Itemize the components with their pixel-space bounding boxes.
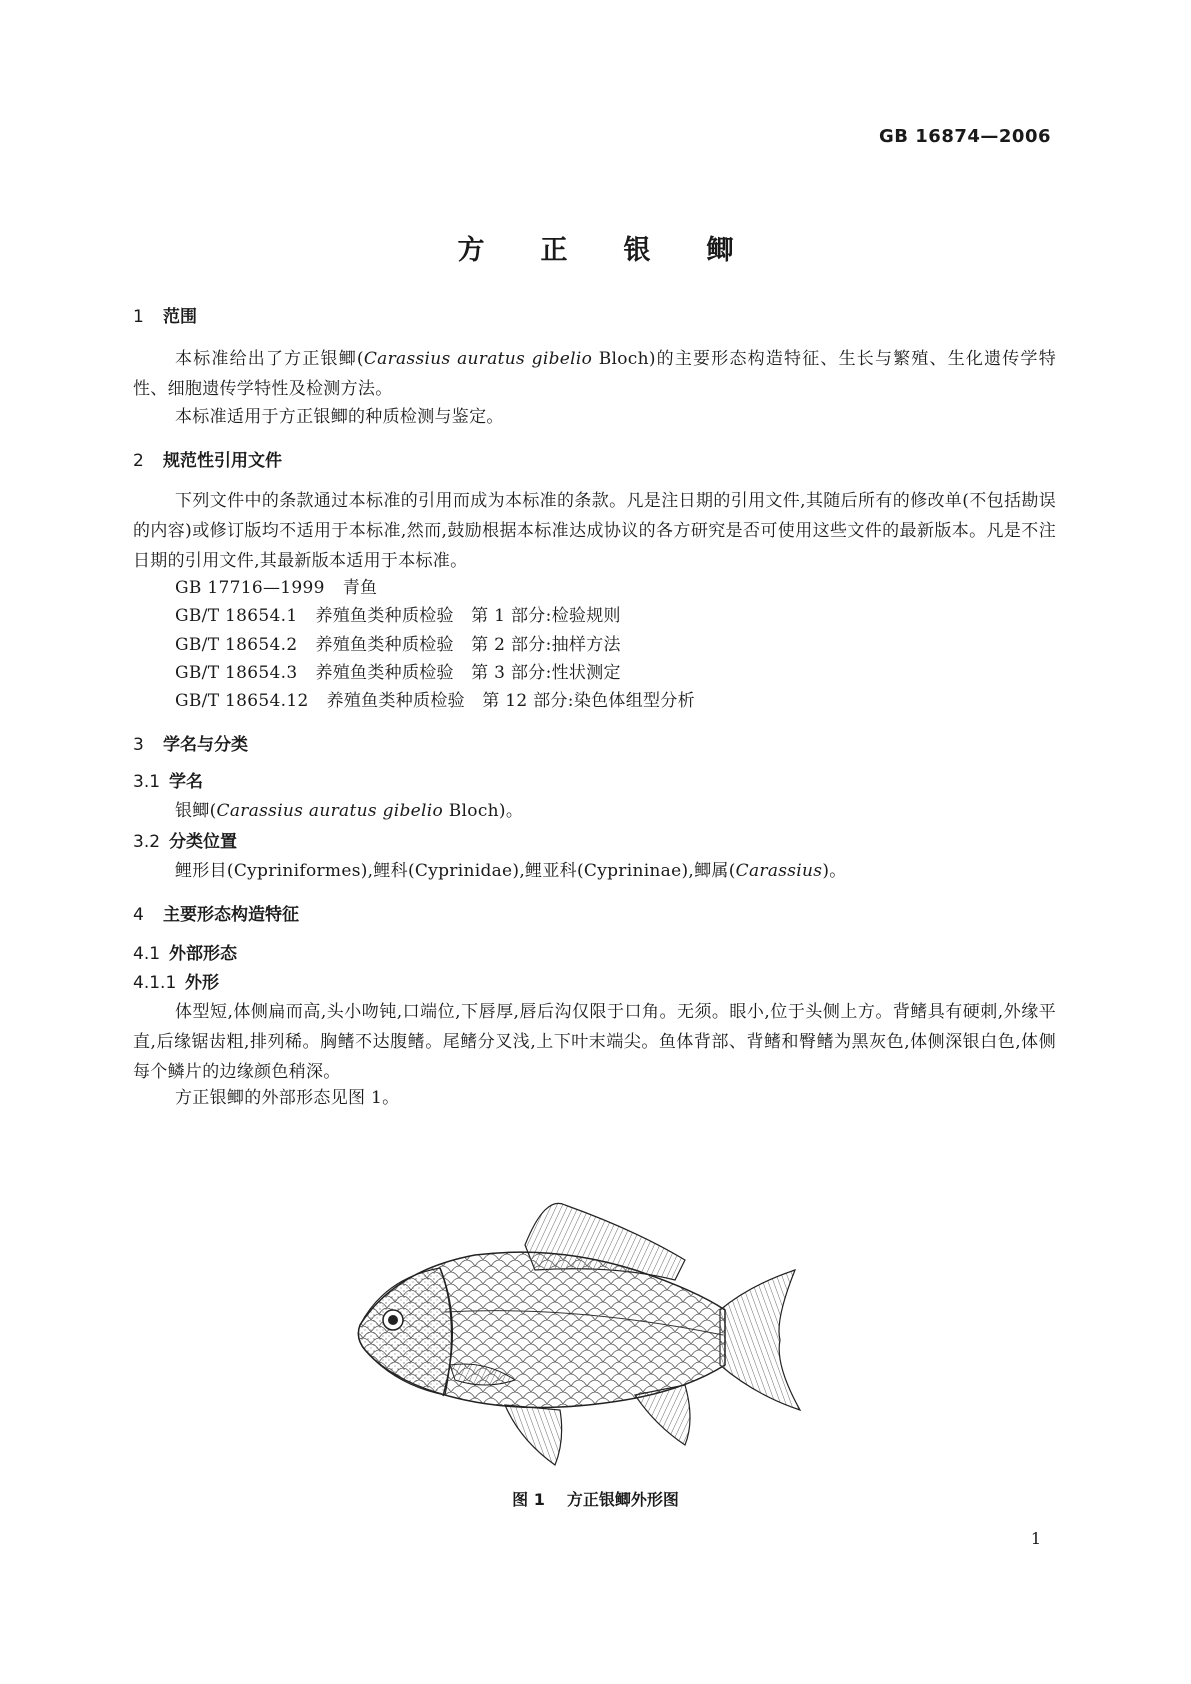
section-title: 外形 (185, 973, 219, 993)
figure-caption (0, 1487, 1191, 1510)
reference-item (175, 573, 377, 603)
classification-text: 鲤形目(Cypriniformes),鲤科(Cyprinidae),鲤亚科(Cyprininae),鲫属(Carassius)。 (175, 861, 847, 881)
subsection-4-1-1-heading (133, 972, 219, 994)
section-title: 外部形态 (169, 944, 237, 964)
subsection-3-2-heading (133, 831, 237, 853)
section-number: 3.2 (133, 832, 161, 852)
section-title: 学名与分类 (163, 735, 248, 755)
document-title: 方正银鲫 (457, 235, 790, 266)
fish-head (358, 1268, 451, 1395)
section-title: 主要形态构造特征 (163, 905, 299, 925)
figure-reference: 方正银鲫的外部形态见图 1。 (175, 1088, 400, 1108)
normative-paragraph: 下列文件中的条款通过本标准的引用而成为本标准的条款。凡是注日期的引用文件,其随后所有的修改单(不包括勘误的内容)或修订版均不适用于本标准,然而,鼓励根据本标准达成协议的各方研究是否可使用这些文件的最新版本。凡是不注日期的引用文件,其最新版本适用于本标准。 (133, 491, 1056, 571)
section-number: 4.1 (133, 944, 161, 964)
reference-item (175, 630, 621, 660)
section-number: 4 (133, 905, 144, 925)
section-title: 范围 (163, 307, 197, 327)
reference-code: GB/T 18654.1 (175, 606, 298, 626)
section-title: 规范性引用文件 (163, 451, 282, 471)
tail-fin (720, 1270, 800, 1410)
fish-illustration (355, 1200, 835, 1480)
pelvic-fin (505, 1405, 562, 1465)
page-number: 1 (1030, 1529, 1041, 1548)
reference-title: 青鱼 (342, 578, 378, 598)
section-number: 3.1 (133, 772, 161, 792)
section-2-heading (133, 450, 282, 472)
scope-applicability: 本标准适用于方正银鲫的种质检测与鉴定。 (175, 407, 504, 427)
section-number: 3 (133, 735, 144, 755)
latin-name: Carassius (735, 861, 823, 881)
section-number: 2 (133, 451, 144, 471)
section-1-heading (133, 306, 197, 328)
subsection-3-1-heading (133, 771, 203, 793)
anal-fin (635, 1385, 690, 1445)
reference-code: GB/T 18654.2 (175, 635, 298, 655)
scope-paragraph: 本标准给出了方正银鲫(Carassius auratus gibelio Bloch)的主要形态构造特征、生长与繁殖、生化遗传学特性、细胞遗传学特性及检测方法。 (133, 349, 1056, 399)
section-number: 1 (133, 307, 144, 327)
figure-label: 图 1 (512, 1490, 545, 1509)
reference-title: 养殖鱼类种质检验 第 2 部分:抽样方法 (315, 635, 621, 655)
reference-code: GB 17716—1999 (175, 578, 325, 598)
standard-code: GB 16874—2006 (879, 126, 1051, 147)
subsection-4-1-heading (133, 943, 237, 965)
section-number: 4.1.1 (133, 973, 177, 993)
reference-title: 养殖鱼类种质检验 第 12 部分:染色体组型分析 (326, 691, 695, 711)
reference-title: 养殖鱼类种质检验 第 3 部分:性状测定 (315, 663, 621, 683)
reference-item (175, 601, 621, 631)
section-title: 学名 (169, 772, 203, 792)
figure-title: 方正银鲫外形图 (566, 1490, 679, 1509)
latin-name: Carassius auratus gibelio (216, 801, 444, 821)
reference-code: GB/T 18654.12 (175, 691, 309, 711)
scientific-name: 银鲫(Carassius auratus gibelio Bloch)。 (175, 801, 524, 821)
reference-title: 养殖鱼类种质检验 第 1 部分:检验规则 (315, 606, 621, 626)
reference-item (175, 686, 695, 716)
section-title: 分类位置 (169, 832, 237, 852)
reference-code: GB/T 18654.3 (175, 663, 298, 683)
section-3-heading (133, 734, 248, 756)
reference-item (175, 658, 621, 688)
external-form-paragraph: 体型短,体侧扁而高,头小吻钝,口端位,下唇厚,唇后沟仅限于口角。无须。眼小,位于头侧上方。背鳍具有硬刺,外缘平直,后缘锯齿粗,排列稀。胸鳍不达腹鳍。尾鳍分叉浅,上下叶末端尖。鱼体背部、背鳍和臀鳍为黑灰色,体侧深银白色,体侧每个鳞片的边缘颜色稍深。 (133, 1002, 1056, 1082)
section-4-heading (133, 904, 299, 926)
